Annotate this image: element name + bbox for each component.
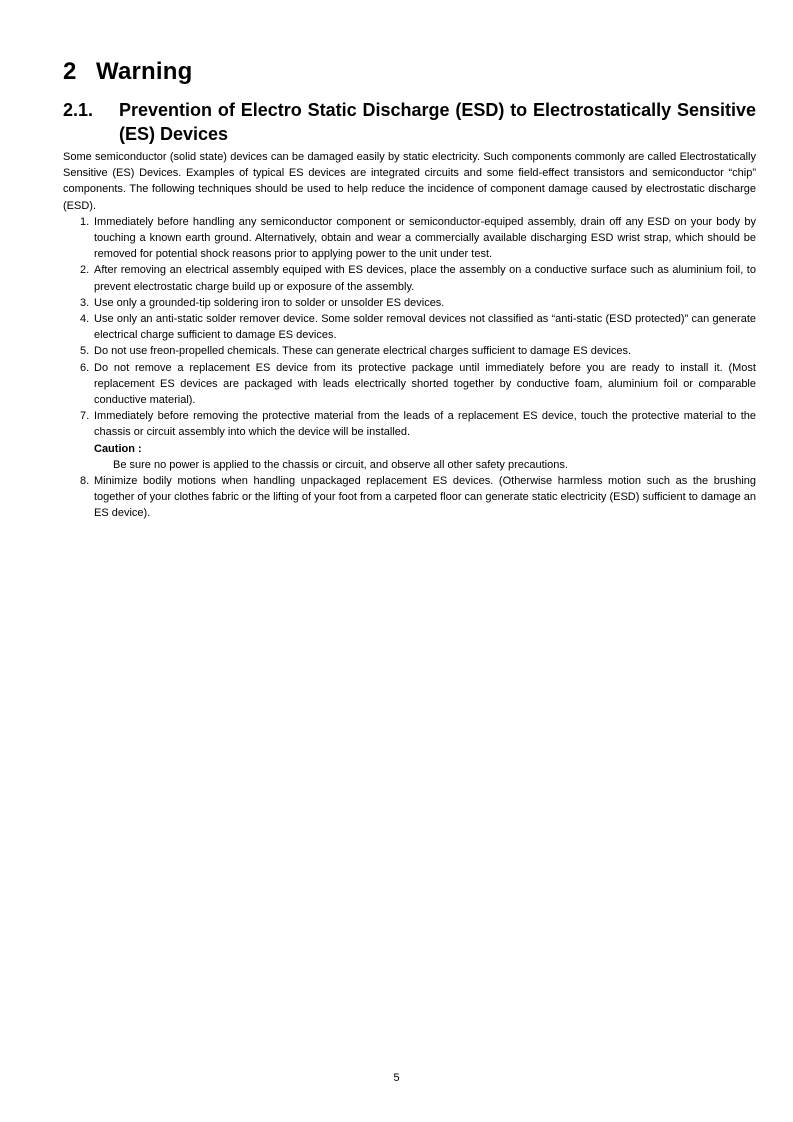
section-title-text: Warning: [96, 58, 193, 85]
list-item: [63, 311, 756, 343]
esd-steps-list: [63, 214, 756, 522]
list-item: [63, 214, 756, 263]
list-item: [63, 343, 756, 359]
list-item-number: 4.: [80, 313, 90, 326]
subsection-title-text: Prevention of Electro Static Discharge (ESD) to Electrostatically Sensitive (ES) Devices: [119, 100, 756, 144]
list-item-number: 7.: [80, 410, 90, 423]
list-item: [63, 295, 756, 311]
subsection-number: 2.1.: [63, 100, 94, 120]
section-title: [63, 56, 756, 88]
list-item-number: 2.: [80, 264, 90, 277]
list-item-number: 3.: [80, 296, 90, 309]
list-item: [63, 473, 756, 522]
list-item: [63, 360, 756, 409]
list-item-text: Minimize bodily motions when handling unpackaged replacement ES devices. (Otherwise harmless motion such as the brushing together of your clothes fabric or the lifting of your foot from a carpeted floor can generate static electricity (ESD) sufficient to damage an ES device).: [94, 475, 756, 520]
list-item-number: 1.: [80, 215, 90, 228]
page-content: [63, 56, 756, 522]
page-number: 5: [393, 1072, 400, 1084]
list-item-text: Do not use freon-propelled chemicals. These can generate electrical charges sufficient to damage ES devices.: [94, 345, 632, 358]
list-item-number: 8.: [80, 475, 90, 488]
list-item-number: 6.: [80, 361, 90, 374]
intro-paragraph: Some semiconductor (solid state) devices can be damaged easily by static electricity. Such components commonly are called Electrostatically Sensitive (ES) Devices. Examples of typical ES devices are integrated circuits and some field-effect transistors and semiconductor “chip” components. The following techniques should be used to help reduce the incidence of component damage caused by electrostatic discharge (ESD).: [63, 151, 756, 212]
subsection-title: [63, 98, 756, 146]
list-item-text: Use only a grounded-tip soldering iron to solder or unsolder ES devices.: [94, 296, 445, 309]
list-item-text: Immediately before handling any semiconductor component or semiconductor-equiped assembly, drain off any ESD on your body by touching a known earth ground. Alternatively, obtain and wear a commercially available discharging ESD wrist strap, which should be removed for potential shock reasons prior to applying power to the unit under test.: [94, 215, 756, 261]
caution-text: Be sure no power is applied to the chassis or circuit, and observe all other safety precautions.: [113, 458, 568, 471]
list-item-text: Use only an anti-static solder remover device. Some solder removal devices not classified as “anti-static (ESD protected)” can generate electrical charge sufficient to damage ES devices.: [94, 313, 756, 342]
list-item: [63, 408, 756, 473]
list-item: [63, 262, 756, 294]
list-item-number: 5.: [80, 345, 90, 358]
section-number: 2: [63, 58, 77, 85]
list-item-text: After removing an electrical assembly equiped with ES devices, place the assembly on a conductive surface such as aluminium foil, to prevent electrostatic charge build up or exposure of the assembly.: [94, 264, 756, 293]
list-item-text: Do not remove a replacement ES device from its protective package until immediately before you are ready to install it. (Most replacement ES devices are packaged with leads electrically shorted together by conductive foam, aluminium foil or comparable conductive material).: [94, 361, 756, 407]
caution-label: Caution :: [94, 442, 142, 455]
list-item-text: Immediately before removing the protective material from the leads of a replacement ES device, touch the protective material to the chassis or circuit assembly into which the device will be installed.: [94, 410, 756, 439]
